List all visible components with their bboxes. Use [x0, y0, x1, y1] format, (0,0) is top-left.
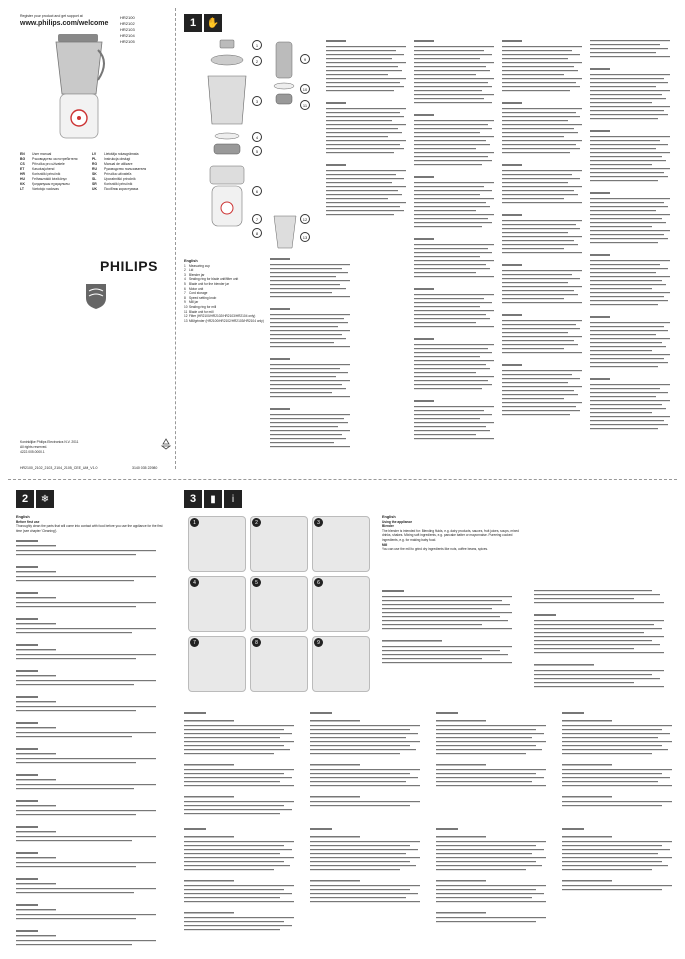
language-name: Příručka pro uživatele — [32, 162, 65, 166]
part-name: Filter (HR2100/HR2102/HR2103/HR2104 only) — [189, 314, 256, 319]
footer-code: 4222.005.0000.1 — [20, 450, 45, 454]
language-name: Instrukcja obsługi — [104, 157, 131, 161]
step-number: 8 — [252, 638, 261, 647]
step-number: 2 — [252, 518, 261, 527]
language-code: RU — [92, 167, 97, 171]
model: HR2104 — [120, 33, 135, 38]
vertical-divider — [175, 8, 176, 469]
step-number: 3 — [314, 518, 323, 527]
language-name: Kasutusjuhend — [32, 167, 55, 171]
blender-body: The blender is intended for: Blending fluids, e.g. dairy products, sauces, fruit juices, soups, mixed drinks, shakes. Mixing soft ingredients, e.g. pancake batter or mayonnaise. Pureeing cooked ingredients, e.g. for making baby food. — [382, 528, 519, 542]
language-name: Vartotojo vadovas — [32, 187, 59, 191]
part-name: Sealing ring for blade unit/filter unit — [189, 277, 239, 282]
language-list — [20, 152, 77, 192]
footer-address: Koninklijke Philips Electronics N.V. 2011 — [20, 440, 79, 444]
info-icon: ⅰ — [224, 490, 242, 508]
part-label: 6 — [252, 186, 262, 196]
barcode-number: 3140 035 22980 — [132, 466, 158, 470]
language-name: Felhasználói kézikönyv — [32, 177, 67, 181]
language-name: Қолданушы нұсқаулығы — [32, 182, 70, 186]
blender-product-image — [48, 32, 110, 142]
step-number: 5 — [252, 578, 261, 587]
step-number: 9 — [314, 638, 323, 647]
section2-text — [16, 512, 166, 533]
language-name: Korisnički priručnik — [32, 172, 61, 176]
step-number: 4 — [190, 578, 199, 587]
part-name: Mill/grinder (HR2100/HR2102/HR2103/HR2104 only) — [189, 318, 264, 323]
model-list — [120, 15, 135, 45]
part-label: 12 — [300, 214, 310, 224]
model: HR2100 — [120, 15, 135, 20]
hand-icon: ✋ — [204, 14, 222, 32]
part-name: Blade unit for the blender jar — [189, 281, 230, 286]
part-label: 5 — [252, 146, 262, 156]
part-name: Blade unit for mill — [189, 309, 214, 314]
language-code: RO — [92, 162, 98, 166]
part-label: 9 — [300, 54, 310, 64]
language-code: LT — [20, 187, 24, 191]
language-name: Посібник користувача — [104, 187, 139, 191]
language-code: PL — [92, 157, 97, 161]
part-label: 13 — [300, 232, 310, 242]
step-number: 6 — [314, 578, 323, 587]
part-name: Cord storage — [189, 291, 208, 296]
language-name: Príručka užívateľa — [104, 172, 132, 176]
language-list — [92, 152, 146, 192]
parts-list-english: English 1 Measuring cup 2 Lid 3 Blender jar 4 Sealing ring for blade unit/filter unit 5 Blade unit for the blender jar 6 Motor unit 7 Cord storage 8 Speed setting knob 9 Mill jar 10Sealing ring for mill 11 Blade unit for mill 12Filter (HR2100/HR2102/HR2103/HR2104 only) 13Mill/grinder (HR2100/HR2102/HR2103/HR2104 only) — [184, 259, 264, 323]
language-heading: English — [382, 515, 396, 519]
language-name: Ръководство за потребителя — [32, 157, 78, 161]
doc-id: HR2100_2102_2103_2104_2105_CEE_UM_V1.0 — [20, 466, 98, 470]
part-label: 7 — [252, 214, 262, 224]
step-number: 7 — [190, 638, 199, 647]
section-subtitle: Using the appliance — [382, 519, 413, 524]
mill-heading: Mill — [382, 542, 388, 547]
section-number: 1 — [184, 14, 202, 32]
language-code: SR — [92, 182, 97, 186]
recycle-icon — [160, 438, 172, 450]
snowflake-icon: ❄ — [36, 490, 54, 508]
language-code: HU — [20, 177, 25, 181]
part-label: 1 — [252, 40, 262, 50]
model: HR2102 — [120, 21, 135, 26]
language-code: KK — [20, 182, 25, 186]
multilingual-text-block — [382, 590, 678, 700]
multilingual-text-block — [16, 540, 166, 950]
part-name: Lid — [189, 268, 194, 273]
language-code: UK — [92, 187, 97, 191]
language-code: SL — [92, 177, 97, 181]
part-name: Motor unit — [189, 286, 204, 291]
part-label: 11 — [300, 100, 310, 110]
website[interactable]: www.philips.com/welcome — [20, 20, 109, 27]
part-label: 8 — [252, 228, 262, 238]
language-code: CS — [20, 162, 25, 166]
language-name: Korisnički priručnik — [104, 182, 133, 186]
part-label: 3 — [252, 96, 262, 106]
section-number: 2 — [16, 490, 34, 508]
philips-shield-icon — [84, 282, 108, 310]
blender-icon: ▮ — [204, 490, 222, 508]
step-number: 1 — [190, 518, 199, 527]
multilingual-text-block — [184, 712, 678, 952]
language-code: BG — [20, 157, 26, 161]
blender-heading: Blender — [382, 524, 394, 529]
footer-rights: All rights reserved. — [20, 445, 48, 449]
mill-body: You can use the mill to grind dry ingredients like nuts, coffee beans, spices. — [382, 547, 488, 552]
part-name: Measuring cup — [189, 263, 210, 268]
horizontal-divider — [8, 479, 677, 480]
language-name: Lietotāja rokasgrāmata — [104, 152, 139, 156]
model: HR2105 — [120, 39, 135, 44]
model: HR2103 — [120, 27, 135, 32]
language-code: LV — [92, 152, 97, 156]
section3-english-text — [382, 512, 522, 552]
part-name: Mill jar — [189, 300, 199, 305]
section-number: 3 — [184, 490, 202, 508]
language-code: ET — [20, 167, 25, 171]
language-name: Manual de utilizare — [104, 162, 133, 166]
part-label: 10 — [300, 84, 310, 94]
part-name: Blender jar — [189, 272, 205, 277]
website-label: Register your product and get support at — [20, 14, 83, 18]
section-body: Thoroughly clean the parts that will come into contact with food before you use the appliance for the first time (see chapter 'Cleaning'). — [16, 524, 163, 533]
language-code: SK — [92, 172, 97, 176]
part-name: Sealing ring for mill — [189, 304, 217, 309]
language-name: User manual — [32, 152, 52, 156]
part-name: Speed setting knob — [189, 295, 217, 300]
language-code: HR — [20, 172, 25, 176]
language-code: EN — [20, 152, 25, 156]
section-subtitle: Before first use — [16, 519, 40, 524]
brand-logo: PHILIPS — [100, 258, 158, 274]
language-name: Руководство пользователя — [104, 167, 147, 171]
part-label: 4 — [252, 132, 262, 142]
language-name: Uporabniški priročnik — [104, 177, 136, 181]
language-heading: English — [16, 515, 30, 519]
part-label: 2 — [252, 56, 262, 66]
multilingual-text-block — [326, 40, 676, 470]
language-heading: English — [184, 259, 198, 263]
